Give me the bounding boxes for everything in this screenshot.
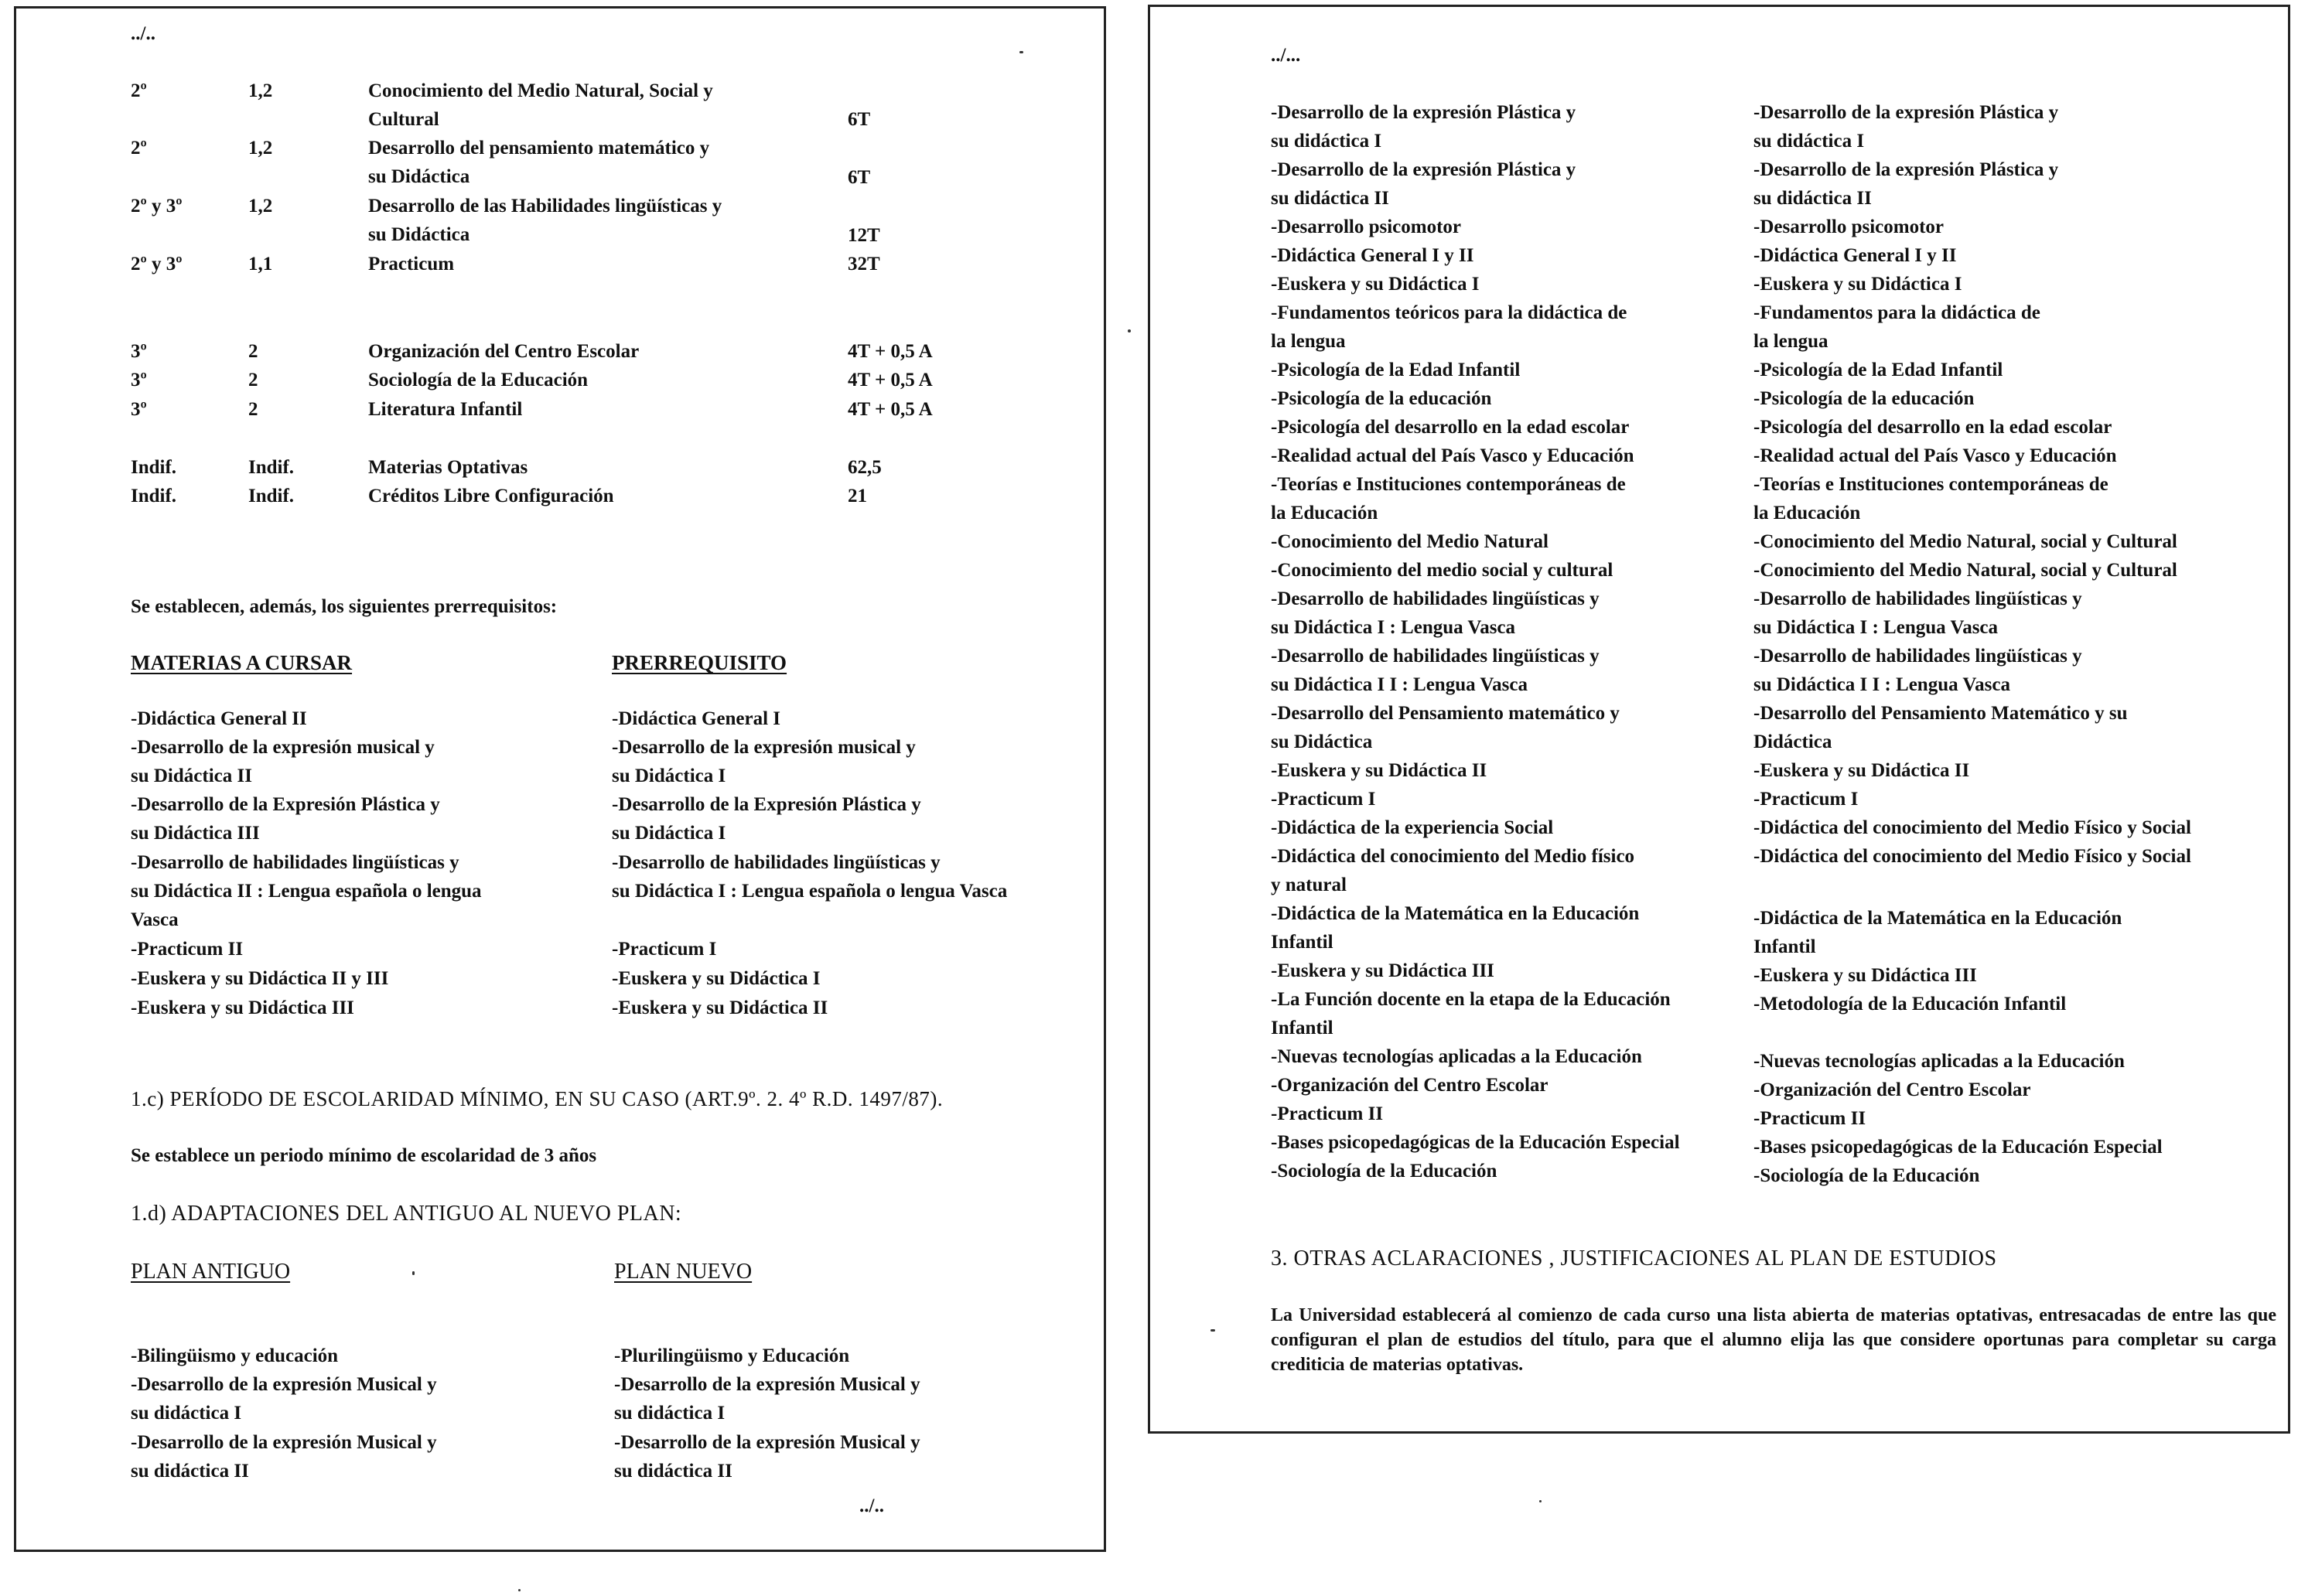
new-plan-cell: -Teorías e Instituciones contemporáneas de la Educación [1753,474,2108,523]
old-plan-cell: -Psicología de la Edad Infantil [1271,360,1521,380]
old-plan-cell: -Bases psicopedagógicas de la Educación Especial [1271,1132,1680,1153]
prerequisite-cell: -Desarrollo de habilidades lingüísticas y su Didáctica I : Lengua española o lengua Vasca [612,852,1008,902]
prerequisite-cell: -Practicum I [612,939,717,960]
old-plan-cell: -Didáctica del conocimiento del Medio físico y natural [1271,846,1635,895]
semester-cell: 1,1 [248,254,273,275]
prereq-header-prerequisite: PRERREQUISITO [612,651,787,674]
subject-cell: Desarrollo de las Habilidades lingüísticas y su Didáctica [368,196,722,245]
year-cell: 2º y 3º [131,196,183,217]
new-plan-cell: -Nuevas tecnologías aplicadas a la Educación [1753,1051,2125,1072]
new-plan-cell: -Conocimiento del Medio Natural, social y Cultural [1753,560,2177,581]
credits-cell: 62,5 [848,457,882,478]
old-plan-cell: -Didáctica General I y II [1271,245,1474,266]
old-plan-cell: -Conocimiento del medio social y cultural [1271,560,1613,581]
prerequisite-cell: -Didáctica General I [612,708,781,729]
credits-cell: 4T + 0,5 A [848,370,933,390]
credits-cell: 21 [848,486,867,506]
old-plan-cell: -Desarrollo de la expresión Musical y su didáctica I [131,1374,437,1424]
scan-speck [1210,1329,1215,1332]
scan-speck [1539,1500,1542,1502]
new-plan-cell: -Plurilingüismo y Educación [614,1345,850,1366]
plan-header-new: PLAN NUEVO [614,1260,753,1284]
semester-cell: Indif. [248,486,295,506]
new-plan-cell: -Desarrollo de habilidades lingüísticas y su Didáctica I : Lengua Vasca [1753,588,2082,638]
subject-cell: -Desarrollo de la expresión musical y su Didáctica II [131,737,435,786]
new-plan-cell: -Desarrollo de la expresión Plástica y su didáctica I [1753,102,2059,152]
new-plan-cell: -Realidad actual del País Vasco y Educación [1753,445,2117,466]
new-plan-cell: -Didáctica del conocimiento del Medio Físico y Social [1753,846,2191,867]
subject-cell: -Didáctica General II [131,708,307,729]
new-plan-cell: -Sociología de la Educación [1753,1165,1980,1186]
subject-cell: Practicum [368,254,455,275]
new-plan-cell: -Euskera y su Didáctica II [1753,760,1970,781]
subject-cell: Materias Optativas [368,457,528,478]
old-plan-cell: -Desarrollo de habilidades lingüísticas y su Didáctica I I : Lengua Vasca [1271,646,1600,695]
prerequisite-cell: -Euskera y su Didáctica I [612,968,821,989]
section-1d-heading: 1.d) ADAPTACIONES DEL ANTIGUO AL NUEVO PLAN: [131,1202,682,1226]
new-plan-cell: -Desarrollo de habilidades lingüísticas y su Didáctica I I : Lengua Vasca [1753,646,2082,695]
section-3-paragraph: La Universidad establecerá al comienzo de cada curso una lista abierta de materias optativas, entresacadas de entre las que configuran el plan de estudios del título, para que el alumno elija las que considere oportunas para completar su carga crediticia de materias optativas. [1271,1305,2276,1375]
subject-cell: Créditos Libre Configuración [368,486,614,506]
old-plan-cell: -Euskera y su Didáctica III [1271,960,1494,981]
prerequisite-cell: -Desarrollo de la expresión musical y su Didáctica I [612,737,916,786]
year-cell: 2º [131,138,147,159]
new-plan-cell: -Psicología de la Edad Infantil [1753,360,2003,380]
old-plan-cell: -Desarrollo del Pensamiento matemático y su Didáctica [1271,703,1620,752]
new-plan-cell: -Desarrollo de la expresión Musical y su didáctica II [614,1432,920,1482]
continuation-marker-bottom: ../.. [859,1495,884,1516]
semester-cell: 1,2 [248,80,273,101]
semester-cell: 2 [248,370,258,390]
new-plan-cell: -Didáctica de la Matemática en la Educación Infantil [1753,908,2122,957]
old-plan-cell: -Desarrollo de la expresión Plástica y su didáctica II [1271,159,1576,209]
old-plan-cell: -Euskera y su Didáctica I [1271,274,1480,295]
subject-cell: -Practicum II [131,939,244,960]
new-plan-cell: -Desarrollo del Pensamiento Matemático y su Didáctica [1753,703,2128,752]
plan-header-old: PLAN ANTIGUO [131,1260,291,1284]
year-cell: 3º [131,399,147,420]
document-page-right [1148,5,2290,1434]
new-plan-cell: -Euskera y su Didáctica I [1753,274,1962,295]
credits-cell: 6T [848,167,871,188]
year-cell: 3º [131,370,147,390]
old-plan-cell: -Nuevas tecnologías aplicadas a la Educación [1271,1046,1642,1067]
credits-cell: 12T [848,225,880,246]
continuation-marker-top: ../... [1271,45,1301,66]
old-plan-cell: -Teorías e Instituciones contemporáneas de la Educación [1271,474,1626,523]
old-plan-cell: -Practicum I [1271,789,1376,810]
credits-cell: 4T + 0,5 A [848,341,933,362]
section-3-heading: 3. OTRAS ACLARACIONES , JUSTIFICACIONES AL PLAN DE ESTUDIOS [1271,1246,1997,1270]
old-plan-cell: -Conocimiento del Medio Natural [1271,531,1549,552]
old-plan-cell: -Realidad actual del País Vasco y Educación [1271,445,1634,466]
new-plan-cell: -Bases psicopedagógicas de la Educación Especial [1753,1137,2163,1158]
old-plan-cell: -Fundamentos teóricos para la didáctica de la lengua [1271,302,1627,352]
old-plan-cell: -Bilingüismo y educación [131,1345,339,1366]
old-plan-cell: -La Función docente en la etapa de la Educación Infantil [1271,989,1671,1038]
prerequisite-cell: -Desarrollo de la Expresión Plástica y su Didáctica I [612,794,921,844]
prerequisite-cell: -Euskera y su Didáctica II [612,998,828,1018]
old-plan-cell: -Practicum II [1271,1103,1384,1124]
semester-cell: 1,2 [248,196,273,217]
old-plan-cell: -Desarrollo de habilidades lingüísticas y su Didáctica I : Lengua Vasca [1271,588,1600,638]
year-cell: 3º [131,341,147,362]
scan-speck [1128,329,1131,332]
section-1c-text: Se establece un periodo mínimo de escolaridad de 3 años [131,1145,597,1166]
new-plan-cell: -Desarrollo de la expresión Musical y su didáctica I [614,1374,920,1424]
new-plan-cell: -Euskera y su Didáctica III [1753,965,1977,986]
semester-cell: 2 [248,399,258,420]
subject-cell: Desarrollo del pensamiento matemático y su Didáctica [368,138,710,187]
section-1c-heading: 1.c) PERÍODO DE ESCOLARIDAD MÍNIMO, EN SU CASO (ART.9º. 2. 4º R.D. 1497/87). [131,1087,944,1110]
semester-cell: 1,2 [248,138,273,159]
subject-cell: -Desarrollo de habilidades lingüísticas y su Didáctica II : Lengua española o lengua Vasca [131,852,482,930]
year-cell: 2º [131,80,147,101]
subject-cell: Literatura Infantil [368,399,523,420]
subject-cell: Sociología de la Educación [368,370,589,390]
old-plan-cell: -Didáctica de la experiencia Social [1271,817,1554,838]
year-cell: Indif. [131,457,177,478]
scan-speck [412,1271,415,1275]
prerequisites-intro: Se establecen, además, los siguientes prerrequisitos: [131,596,558,617]
scan-speck [1019,51,1023,53]
old-plan-cell: -Sociología de la Educación [1271,1161,1497,1182]
old-plan-cell: -Desarrollo psicomotor [1271,217,1462,237]
document-page-left [14,6,1106,1552]
credits-cell: 6T [848,109,871,130]
subject-cell: Organización del Centro Escolar [368,341,640,362]
new-plan-cell: -Metodología de la Educación Infantil [1753,994,2067,1015]
scan-speck [518,1589,521,1591]
new-plan-cell: -Didáctica General I y II [1753,245,1957,266]
subject-cell: Conocimiento del Medio Natural, Social y Cultural [368,80,713,130]
old-plan-cell: -Desarrollo de la expresión Musical y su didáctica II [131,1432,437,1482]
year-cell: 2º y 3º [131,254,183,275]
old-plan-cell: -Organización del Centro Escolar [1271,1075,1549,1096]
subject-cell: -Desarrollo de la Expresión Plástica y su Didáctica III [131,794,440,844]
new-plan-cell: -Practicum II [1753,1108,1866,1129]
old-plan-cell: -Didáctica de la Matemática en la Educación Infantil [1271,903,1640,953]
new-plan-cell: -Psicología de la educación [1753,388,1975,409]
new-plan-cell: -Fundamentos para la didáctica de la lengua [1753,302,2040,352]
old-plan-cell: -Desarrollo de la expresión Plástica y su didáctica I [1271,102,1576,152]
credits-cell: 32T [848,254,880,275]
semester-cell: 2 [248,341,258,362]
credits-cell: 4T + 0,5 A [848,399,933,420]
new-plan-cell: -Didáctica del conocimiento del Medio Físico y Social [1753,817,2191,838]
new-plan-cell: -Psicología del desarrollo en la edad escolar [1753,417,2112,438]
subject-cell: -Euskera y su Didáctica III [131,998,354,1018]
subject-cell: -Euskera y su Didáctica II y III [131,968,389,989]
old-plan-cell: -Psicología de la educación [1271,388,1492,409]
new-plan-cell: -Desarrollo de la expresión Plástica y su didáctica II [1753,159,2059,209]
new-plan-cell: -Practicum I [1753,789,1859,810]
new-plan-cell: -Desarrollo psicomotor [1753,217,1945,237]
year-cell: Indif. [131,486,177,506]
old-plan-cell: -Euskera y su Didáctica II [1271,760,1487,781]
old-plan-cell: -Psicología del desarrollo en la edad escolar [1271,417,1630,438]
new-plan-cell: -Conocimiento del Medio Natural, social y Cultural [1753,531,2177,552]
new-plan-cell: -Organización del Centro Escolar [1753,1079,2031,1100]
continuation-marker-top: ../.. [131,23,155,44]
prereq-header-subjects: MATERIAS A CURSAR [131,651,353,674]
semester-cell: Indif. [248,457,295,478]
